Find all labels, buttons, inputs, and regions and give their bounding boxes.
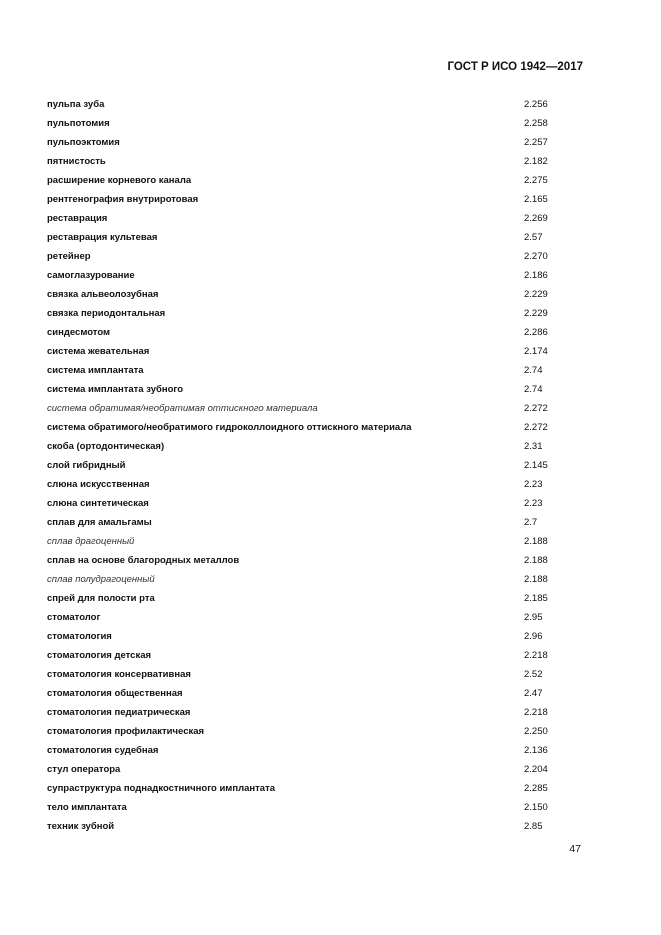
index-term: связка альвеолозубная: [47, 289, 159, 300]
index-reference: 2.74: [524, 384, 543, 395]
index-term: система обратимого/необратимого гидроколлоидного оттискного материала: [47, 422, 412, 433]
index-reference: 2.136: [524, 745, 548, 756]
index-term: стоматология профилактическая: [47, 726, 205, 737]
index-entry: [47, 609, 567, 628]
index-entry: [47, 172, 567, 191]
index-entry: [47, 818, 567, 837]
index-reference: 2.23: [524, 498, 543, 509]
index-term: система жевательная: [47, 346, 150, 357]
index-entry: [47, 514, 567, 533]
index-reference: 2.185: [524, 593, 548, 604]
index-reference: 2.272: [524, 422, 548, 433]
index-term: пульпоэктомия: [47, 137, 120, 148]
index-term: стоматология: [47, 631, 112, 642]
index-term: стоматология консервативная: [47, 669, 191, 680]
index-term: стоматология судебная: [47, 745, 159, 756]
index-reference: 2.286: [524, 327, 548, 338]
index-term: рентгенография внутриротовая: [47, 194, 199, 205]
index-entry: [47, 590, 567, 609]
index-reference: 2.31: [524, 441, 543, 452]
index-reference: 2.7: [524, 517, 538, 528]
index-term: пульпотомия: [47, 118, 110, 129]
index-entry: [47, 96, 567, 115]
index-reference: 2.270: [524, 251, 548, 262]
index-entry: [47, 704, 567, 723]
index-entry: [47, 476, 567, 495]
index-reference: 2.186: [524, 270, 548, 281]
index-term: тело имплантата: [47, 802, 127, 813]
index-entry: [47, 248, 567, 267]
index-entry: [47, 438, 567, 457]
index-entry: [47, 115, 567, 134]
index-term: стоматология педиатрическая: [47, 707, 191, 718]
index-entry: [47, 400, 567, 419]
index-reference: 2.57: [524, 232, 543, 243]
index-entry: [47, 134, 567, 153]
index-reference: 2.272: [524, 403, 548, 414]
index-reference: 2.174: [524, 346, 548, 357]
index-term: связка периодонтальная: [47, 308, 166, 319]
index-entry: [47, 761, 567, 780]
index-entry: [47, 666, 567, 685]
document-header: ГОСТ Р ИСО 1942—2017: [447, 61, 583, 73]
index-entry: [47, 286, 567, 305]
index-term: скоба (ортодонтическая): [47, 441, 165, 452]
index-entry: [47, 495, 567, 514]
index-entry: [47, 343, 567, 362]
index-term: система имплантата: [47, 365, 144, 376]
term-index-list: [47, 96, 567, 837]
index-term: реставрация: [47, 213, 108, 224]
index-entry: [47, 799, 567, 818]
index-reference: 2.96: [524, 631, 543, 642]
index-entry: [47, 457, 567, 476]
index-term: спрей для полости рта: [47, 593, 155, 604]
index-entry: [47, 685, 567, 704]
index-reference: 2.188: [524, 536, 548, 547]
index-reference: 2.74: [524, 365, 543, 376]
index-entry: [47, 628, 567, 647]
index-term: пульпа зуба: [47, 99, 105, 110]
index-reference: 2.257: [524, 137, 548, 148]
index-term: стоматолог: [47, 612, 101, 623]
index-term: синдесмотом: [47, 327, 111, 338]
index-term: сплав полудрагоценный: [47, 574, 155, 585]
index-reference: 2.182: [524, 156, 548, 167]
index-reference: 2.229: [524, 289, 548, 300]
index-entry: [47, 362, 567, 381]
index-entry: [47, 533, 567, 552]
index-term: стоматология общественная: [47, 688, 183, 699]
index-reference: 2.275: [524, 175, 548, 186]
index-term: сплав для амальгамы: [47, 517, 152, 528]
index-reference: 2.85: [524, 821, 543, 832]
index-reference: 2.188: [524, 574, 548, 585]
index-term: супраструктура поднадкостничного имплантата: [47, 783, 275, 794]
index-reference: 2.23: [524, 479, 543, 490]
index-reference: 2.250: [524, 726, 548, 737]
index-reference: 2.285: [524, 783, 548, 794]
index-term: слюна синтетическая: [47, 498, 149, 509]
index-reference: 2.52: [524, 669, 543, 680]
index-term: сплав на основе благородных металлов: [47, 555, 240, 566]
index-term: система обратимая/необратимая оттискного материала: [47, 403, 318, 414]
index-entry: [47, 210, 567, 229]
index-term: реставрация культевая: [47, 232, 158, 243]
index-reference: 2.256: [524, 99, 548, 110]
index-entry: [47, 324, 567, 343]
index-entry: [47, 229, 567, 248]
index-reference: 2.218: [524, 650, 548, 661]
index-term: ретейнер: [47, 251, 91, 262]
index-reference: 2.165: [524, 194, 548, 205]
index-term: самоглазурование: [47, 270, 135, 281]
index-term: пятнистость: [47, 156, 106, 167]
index-entry: [47, 419, 567, 438]
index-reference: 2.229: [524, 308, 548, 319]
index-reference: 2.95: [524, 612, 543, 623]
index-reference: 2.269: [524, 213, 548, 224]
index-entry: [47, 571, 567, 590]
index-reference: 2.218: [524, 707, 548, 718]
index-term: система имплантата зубного: [47, 384, 184, 395]
index-entry: [47, 780, 567, 799]
index-reference: 2.145: [524, 460, 548, 471]
index-term: расширение корневого канала: [47, 175, 192, 186]
index-entry: [47, 552, 567, 571]
index-term: слюна искусственная: [47, 479, 150, 490]
index-reference: 2.258: [524, 118, 548, 129]
index-term: техник зубной: [47, 821, 115, 832]
index-entry: [47, 153, 567, 172]
index-reference: 2.204: [524, 764, 548, 775]
index-term: сплав драгоценный: [47, 536, 135, 547]
index-term: стоматология детская: [47, 650, 152, 661]
page-number: 47: [569, 843, 581, 855]
index-term: стул оператора: [47, 764, 121, 775]
index-entry: [47, 305, 567, 324]
index-entry: [47, 647, 567, 666]
index-reference: 2.188: [524, 555, 548, 566]
index-entry: [47, 742, 567, 761]
index-reference: 2.150: [524, 802, 548, 813]
index-entry: [47, 267, 567, 286]
index-reference: 2.47: [524, 688, 543, 699]
index-entry: [47, 381, 567, 400]
index-entry: [47, 191, 567, 210]
index-entry: [47, 723, 567, 742]
index-term: слой гибридный: [47, 460, 126, 471]
